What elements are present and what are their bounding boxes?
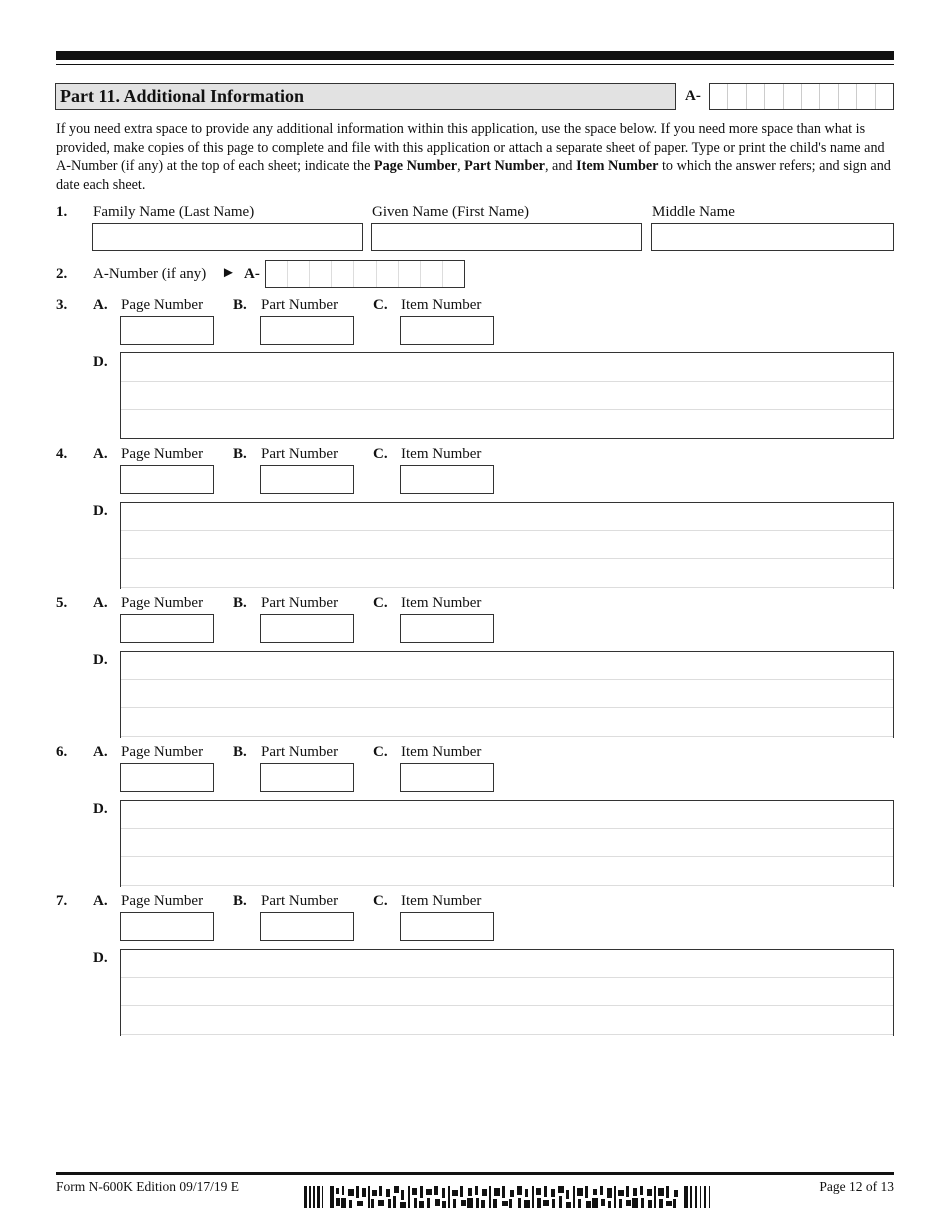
item-1-number: 1. [56, 204, 68, 220]
page-number-label: Page Number [121, 446, 204, 462]
answer-textarea[interactable] [120, 949, 894, 1036]
item-number-input[interactable] [400, 614, 494, 643]
answer-letter: D. [93, 652, 108, 668]
part-number-label: Part Number [261, 297, 339, 313]
part-number-input[interactable] [260, 763, 354, 792]
part-number-input[interactable] [260, 912, 354, 941]
page-number-label: Page Number [121, 595, 204, 611]
part-number-letter: B. [233, 744, 247, 760]
item-number-letter: C. [373, 446, 388, 462]
page-number-letter: A. [93, 446, 108, 462]
part-number-input[interactable] [260, 316, 354, 345]
item-number-label: Item Number [401, 893, 482, 909]
page-number-input[interactable] [120, 316, 214, 345]
part-number-label: Part Number [261, 893, 339, 909]
page-number-footer: Page 12 of 13 [819, 1179, 894, 1194]
page-number-letter: A. [93, 297, 108, 313]
part-number-label: Part Number [261, 595, 339, 611]
entry-number: 4. [56, 446, 68, 462]
section-title: Part 11. Additional Information [60, 86, 305, 106]
page-number-input[interactable] [120, 763, 214, 792]
page-number-input[interactable] [120, 912, 214, 941]
item-number-input[interactable] [400, 316, 494, 345]
item-number-letter: C. [373, 893, 388, 909]
top-rule-thin [56, 64, 894, 65]
entry-number: 6. [56, 744, 68, 760]
answer-textarea[interactable] [120, 800, 894, 887]
page-number-label: Page Number [121, 297, 204, 313]
item-number-letter: C. [373, 595, 388, 611]
given-name-input[interactable] [371, 223, 642, 251]
entry-block [0, 744, 950, 889]
answer-letter: D. [93, 503, 108, 519]
item-number-letter: C. [373, 297, 388, 313]
family-name-input[interactable] [92, 223, 363, 251]
middle-name-label: Middle Name [652, 204, 735, 220]
part-number-input[interactable] [260, 614, 354, 643]
item-number-label: Item Number [401, 744, 482, 760]
page-number-letter: A. [93, 744, 108, 760]
page-number-letter: A. [93, 595, 108, 611]
answer-textarea[interactable] [120, 502, 894, 589]
entry-block [0, 297, 950, 442]
middle-name-input[interactable] [651, 223, 894, 251]
anumber-input[interactable] [265, 260, 465, 288]
answer-letter: D. [93, 801, 108, 817]
entry-block [0, 446, 950, 591]
part-number-letter: B. [233, 446, 247, 462]
item-2-number: 2. [56, 266, 68, 282]
item-number-input[interactable] [400, 763, 494, 792]
arrow-right-icon: ► [221, 265, 236, 281]
footer-rule [56, 1172, 894, 1175]
item-number-label: Item Number [401, 297, 482, 313]
item-number-letter: C. [373, 744, 388, 760]
answer-textarea[interactable] [120, 352, 894, 439]
form-edition-label: Form N-600K Edition 09/17/19 E [56, 1179, 239, 1194]
entry-block [0, 893, 950, 1038]
item-number-label: Item Number [401, 446, 482, 462]
item-number-label: Item Number [401, 595, 482, 611]
item-number-input[interactable] [400, 465, 494, 494]
page-number-input[interactable] [120, 465, 214, 494]
anumber-prefix: A- [244, 266, 260, 282]
entry-number: 5. [56, 595, 68, 611]
anumber-label: A-Number (if any) [93, 266, 207, 282]
answer-letter: D. [93, 354, 108, 370]
page-number-label: Page Number [121, 893, 204, 909]
part-number-label: Part Number [261, 446, 339, 462]
header-anumber-input[interactable] [709, 83, 894, 110]
item-number-input[interactable] [400, 912, 494, 941]
family-name-label: Family Name (Last Name) [93, 204, 255, 220]
entry-block [0, 595, 950, 740]
top-rule-thick [56, 51, 894, 60]
part-number-label: Part Number [261, 744, 339, 760]
part-number-letter: B. [233, 595, 247, 611]
barcode-image [304, 1186, 714, 1208]
entry-number: 3. [56, 297, 68, 313]
entry-number: 7. [56, 893, 68, 909]
part-number-input[interactable] [260, 465, 354, 494]
page-number-letter: A. [93, 893, 108, 909]
part-number-letter: B. [233, 297, 247, 313]
page-number-label: Page Number [121, 744, 204, 760]
answer-textarea[interactable] [120, 651, 894, 738]
instructions-paragraph: If you need extra space to provide any additional information within this application, use the space below. If you need more space than what is provided, make copies of this page to complete and file with this application or attach a separate sheet of paper. Type or print the child's name and A-Number (if any) at the top of each sheet; indicate the Page Number, Part Number, and Item Number to which the answer refers; and sign and date each sheet. [56, 121, 891, 194]
answer-letter: D. [93, 950, 108, 966]
given-name-label: Given Name (First Name) [372, 204, 530, 220]
part-number-letter: B. [233, 893, 247, 909]
page-number-input[interactable] [120, 614, 214, 643]
header-anumber-label: A- [685, 88, 701, 104]
